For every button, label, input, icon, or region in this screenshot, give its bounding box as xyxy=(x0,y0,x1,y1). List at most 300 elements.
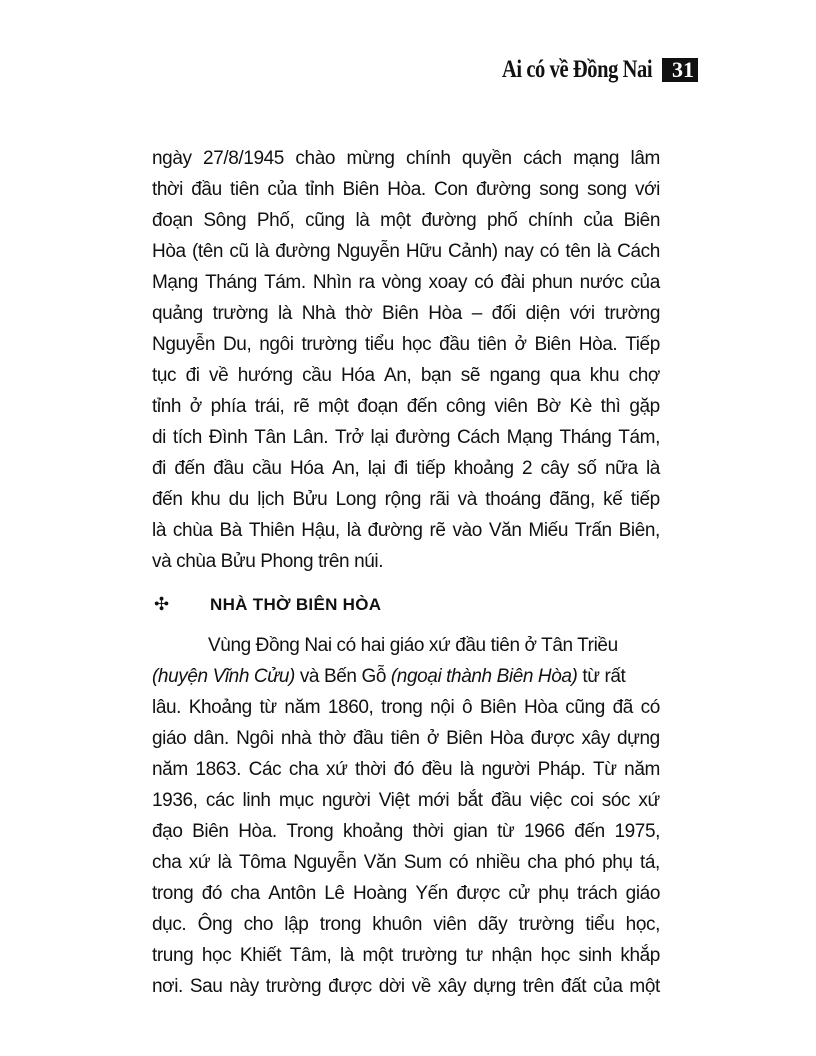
word: trường xyxy=(518,914,575,935)
word: có xyxy=(539,241,560,262)
word: 1863. xyxy=(195,759,241,780)
word: Hóa xyxy=(289,458,324,479)
word: cha xyxy=(527,852,557,873)
word: đầu xyxy=(191,179,222,200)
word: mục xyxy=(278,790,314,811)
word: cha xyxy=(288,759,319,780)
word: của xyxy=(593,976,623,997)
word: có xyxy=(448,852,469,873)
word: xứ xyxy=(325,759,348,780)
word: thời xyxy=(152,179,183,200)
word: đó xyxy=(201,883,223,904)
word: vòng xyxy=(381,272,422,293)
word: ngang xyxy=(489,365,541,386)
word: quyền xyxy=(461,148,512,169)
word: lâu. xyxy=(152,697,182,718)
word: xây xyxy=(437,976,467,997)
word: Mạng xyxy=(506,427,553,448)
word: tỉnh xyxy=(152,396,182,417)
word: trung xyxy=(152,945,194,966)
word: cha xyxy=(152,852,182,873)
text-line xyxy=(152,515,660,546)
word: đối xyxy=(491,303,516,324)
word: Tôma xyxy=(238,852,286,873)
paragraph-2-rest xyxy=(152,692,660,1002)
word: rẽ xyxy=(429,520,446,541)
word: rẽ xyxy=(293,396,310,417)
word: tiểu xyxy=(364,334,394,355)
word: giáo xyxy=(625,883,660,904)
word: có xyxy=(474,272,494,293)
word: phụ xyxy=(538,883,569,904)
word: trái, xyxy=(254,396,285,417)
word: ở xyxy=(514,334,527,355)
word: trường xyxy=(212,303,269,324)
word: ở xyxy=(426,728,439,749)
word: xứ xyxy=(188,852,211,873)
word: Biên xyxy=(534,334,571,355)
word: thì xyxy=(600,396,621,417)
word: năm xyxy=(152,759,188,780)
word: xứ xyxy=(638,790,660,811)
word: Văn xyxy=(363,852,397,873)
word: dục. xyxy=(152,914,187,935)
word: Hòa. xyxy=(238,821,277,842)
word: – xyxy=(471,303,482,324)
word: lập xyxy=(284,914,309,935)
word: tiên xyxy=(230,179,260,200)
word: tục xyxy=(152,365,177,386)
word: Đình xyxy=(208,427,248,448)
word: chào xyxy=(295,148,336,169)
word: nhà xyxy=(280,728,312,749)
word: mừng xyxy=(346,148,395,169)
word: sinh xyxy=(578,945,612,966)
word: 27/8/1945 xyxy=(203,148,284,169)
word: Sông xyxy=(203,210,247,231)
word: kế xyxy=(603,489,623,510)
word: được xyxy=(456,883,500,904)
word: đầu xyxy=(352,728,384,749)
word: số xyxy=(577,458,597,479)
word: Biên xyxy=(446,728,483,749)
word: hướng xyxy=(237,365,293,386)
word: đạo xyxy=(152,821,183,842)
word: Biên, xyxy=(618,520,660,541)
paragraph-1 xyxy=(152,143,660,577)
text-line xyxy=(152,940,660,971)
body-text xyxy=(152,143,660,1002)
word: cử xyxy=(508,883,530,904)
word: của xyxy=(583,210,613,231)
word: Hòa. xyxy=(578,334,618,355)
word: là xyxy=(152,520,166,541)
word: An, xyxy=(384,365,412,386)
word: xây xyxy=(581,728,610,749)
word: tiếp xyxy=(630,489,660,510)
word: Cảnh) xyxy=(447,241,498,262)
word: về xyxy=(209,365,229,386)
word: nay xyxy=(504,241,534,262)
word: Biên xyxy=(623,210,660,231)
word: tích xyxy=(172,427,202,448)
word: Sum xyxy=(403,852,442,873)
text-line xyxy=(152,205,660,236)
word: được xyxy=(328,976,372,997)
word: phó xyxy=(564,852,595,873)
word: ngôi xyxy=(259,334,294,355)
word: đó xyxy=(393,759,414,780)
word: ngày xyxy=(152,148,192,169)
text-line xyxy=(152,143,660,174)
word: một xyxy=(380,210,411,231)
word: công xyxy=(445,396,486,417)
word: Lân. xyxy=(292,427,329,448)
word: dời xyxy=(378,976,405,997)
text-line xyxy=(152,630,660,661)
word: Biên xyxy=(342,179,379,200)
word: là xyxy=(277,303,292,324)
word: Con xyxy=(434,179,468,200)
word: chính xyxy=(406,148,451,169)
word: mạng xyxy=(573,148,620,169)
word: 2 xyxy=(522,458,533,479)
word: Hòa xyxy=(152,241,186,262)
word: song xyxy=(539,179,579,200)
word: Mạng xyxy=(152,272,198,293)
word: sẽ xyxy=(460,365,481,386)
word: dãy xyxy=(477,914,508,935)
word: Từ xyxy=(592,759,617,780)
running-header xyxy=(469,56,698,84)
word: Trấn xyxy=(574,520,612,541)
word: ra xyxy=(358,272,375,293)
word: Lê xyxy=(324,883,345,904)
section-title: NHÀ THỜ BIÊN HÒA xyxy=(210,594,382,614)
word: là xyxy=(254,241,269,262)
word: chợ xyxy=(628,365,660,386)
word: 1975, xyxy=(614,821,660,842)
word: chùa xyxy=(172,520,213,541)
word: bắt xyxy=(457,790,483,811)
word: Hòa. xyxy=(387,179,426,200)
text-span: và Bến Gỗ xyxy=(294,666,391,687)
word: dân. xyxy=(193,728,229,749)
text-line xyxy=(152,298,660,329)
word: tiên xyxy=(477,334,507,355)
word: vào xyxy=(452,520,482,541)
text-line xyxy=(152,692,660,723)
text-line xyxy=(152,816,660,847)
word: đến xyxy=(574,821,605,842)
word: có xyxy=(640,697,660,718)
word: người xyxy=(481,759,531,780)
word: (tên xyxy=(191,241,224,262)
word: một xyxy=(362,945,393,966)
word: đi xyxy=(393,458,408,479)
word: Nguyễn xyxy=(336,241,400,262)
word: cũ xyxy=(229,241,249,262)
word: là xyxy=(645,458,660,479)
word: người xyxy=(321,790,371,811)
word: cho xyxy=(243,914,274,935)
word: Sau xyxy=(189,976,223,997)
word: chính xyxy=(528,210,573,231)
word: năm xyxy=(284,697,321,718)
word: Văn xyxy=(488,520,522,541)
word: của xyxy=(267,179,297,200)
word: Pháp. xyxy=(537,759,586,780)
word: bạn xyxy=(420,365,452,386)
word: qua xyxy=(549,365,581,386)
word: gặp xyxy=(629,396,660,417)
text-line xyxy=(152,484,660,515)
word: đi xyxy=(152,458,166,479)
word: lại xyxy=(367,458,386,479)
word: cũng xyxy=(565,697,605,718)
italic-span: (ngoại thành Biên Hòa) xyxy=(390,666,578,687)
word: dựng xyxy=(617,728,660,749)
word: đài xyxy=(500,272,525,293)
word: Nhìn xyxy=(312,272,352,293)
text-line xyxy=(152,360,660,391)
word: phố xyxy=(486,210,518,231)
word: Tám, xyxy=(618,427,660,448)
text-line xyxy=(152,391,660,422)
word: về xyxy=(411,976,431,997)
word: đường xyxy=(476,179,531,200)
word: trong xyxy=(319,914,362,935)
word: Yến xyxy=(415,883,448,904)
word: đường xyxy=(421,210,477,231)
word: thoáng xyxy=(485,489,541,510)
word: du xyxy=(228,489,249,510)
word: cha xyxy=(230,883,260,904)
word: là xyxy=(217,852,232,873)
word: tỉnh xyxy=(305,179,335,200)
word: Nguyễn xyxy=(293,852,357,873)
text-line xyxy=(152,329,660,360)
word: Hòa xyxy=(489,728,524,749)
word: Hòa xyxy=(428,303,462,324)
word: song xyxy=(587,179,627,200)
word: giáo xyxy=(152,728,187,749)
word: Biên xyxy=(479,697,517,718)
word: trên xyxy=(522,976,555,997)
word: Tháng xyxy=(205,272,257,293)
word: nơi. xyxy=(152,976,183,997)
text-line xyxy=(152,453,660,484)
word: các xyxy=(205,790,235,811)
word: khoảng xyxy=(343,821,403,842)
word: Nguyễn xyxy=(152,334,216,355)
word: khu xyxy=(589,365,620,386)
text-line xyxy=(152,754,660,785)
word: phun xyxy=(531,272,573,293)
word: trường xyxy=(301,334,357,355)
word: cách xyxy=(523,148,562,169)
word: Tiếp xyxy=(625,334,660,355)
word: trường xyxy=(265,976,322,997)
word: ô xyxy=(461,697,473,718)
word: đã xyxy=(612,697,633,718)
book-title: Ai có về Đồng Nai xyxy=(501,56,652,83)
text-line xyxy=(152,236,660,267)
word: Khiết xyxy=(239,945,282,966)
word: mới xyxy=(417,790,450,811)
word: nhận xyxy=(491,945,533,966)
word: lịch xyxy=(257,489,285,510)
word: học, xyxy=(625,914,660,935)
word: trường xyxy=(401,945,458,966)
word: Khoảng xyxy=(188,697,252,718)
word: việc xyxy=(529,790,563,811)
word: sóc xyxy=(601,790,631,811)
word: đãng, xyxy=(549,489,595,510)
word: xoay xyxy=(428,272,468,293)
word: từ xyxy=(259,697,277,718)
word: với xyxy=(635,179,660,200)
section-heading xyxy=(152,589,660,620)
word: cầu xyxy=(302,365,332,386)
word: của xyxy=(630,272,660,293)
word: Nhà xyxy=(301,303,336,324)
word: Hậu, xyxy=(301,520,340,541)
word: quảng xyxy=(152,303,203,324)
word: Tân xyxy=(254,427,286,448)
word: phía xyxy=(210,396,246,417)
word: đoạn xyxy=(152,210,193,231)
word: đoạn xyxy=(357,396,398,417)
word: lại xyxy=(370,427,389,448)
word: Ông xyxy=(197,914,233,935)
word: dựng xyxy=(473,976,516,997)
word: là xyxy=(339,945,354,966)
word: tư xyxy=(465,945,483,966)
word: đường xyxy=(275,241,331,262)
word: 1966 xyxy=(523,821,565,842)
text-line xyxy=(152,422,660,453)
word: cây xyxy=(540,458,569,479)
text-line xyxy=(152,661,660,692)
word: đầu xyxy=(439,334,470,355)
word: Hóa xyxy=(340,365,375,386)
four-petal-ornament-icon: ✣ xyxy=(154,594,170,614)
word: thời xyxy=(412,821,444,842)
word: đường xyxy=(367,520,423,541)
word: cũng xyxy=(305,210,345,231)
word: Biên xyxy=(382,303,419,324)
word: Cách xyxy=(456,427,500,448)
word: linh xyxy=(242,790,271,811)
word: viên xyxy=(433,914,467,935)
word: đi xyxy=(185,365,200,386)
text-span: từ rất xyxy=(577,666,626,687)
word: trong xyxy=(381,697,423,718)
word: thờ xyxy=(345,303,373,324)
word: học xyxy=(401,334,432,355)
word: rãi xyxy=(429,489,450,510)
word: đường xyxy=(395,427,451,448)
word: tiên xyxy=(390,728,420,749)
word: khắp xyxy=(620,945,660,966)
word: khu xyxy=(190,489,221,510)
word: cầu xyxy=(252,458,282,479)
word: nhiều xyxy=(475,852,521,873)
text-line: và chùa Bửu Phong trên núi. xyxy=(152,551,384,572)
word: phụ xyxy=(602,852,633,873)
word: với xyxy=(569,303,595,324)
word: Antôn xyxy=(268,883,316,904)
text-line xyxy=(152,723,660,754)
word: Trở xyxy=(335,427,364,448)
word: gian xyxy=(453,821,488,842)
word: năm xyxy=(624,759,660,780)
word: nước xyxy=(579,272,624,293)
text-line xyxy=(152,909,660,940)
word: nữa xyxy=(604,458,638,479)
word: tên xyxy=(565,241,591,262)
word: tiếp xyxy=(416,458,446,479)
word: đến xyxy=(174,458,205,479)
word: đầu xyxy=(213,458,244,479)
text-line xyxy=(152,878,660,909)
page-number: 31 xyxy=(662,58,698,82)
word: là xyxy=(459,759,474,780)
word: coi xyxy=(570,790,594,811)
text-line xyxy=(152,267,660,298)
word: thời xyxy=(355,759,386,780)
word: một xyxy=(629,976,660,997)
word: Bửu xyxy=(292,489,328,510)
word: này xyxy=(229,976,259,997)
text-line xyxy=(152,785,660,816)
word: viên xyxy=(494,396,528,417)
word: Các xyxy=(248,759,282,780)
word: Tâm, xyxy=(289,945,332,966)
word: Bờ xyxy=(536,396,561,417)
word: diện xyxy=(525,303,560,324)
word: rộng xyxy=(384,489,422,510)
text-span: Vùng Đồng Nai có hai giáo xứ đầu tiên ở Tân Triều xyxy=(208,635,618,656)
text-line xyxy=(152,174,660,205)
word: từ xyxy=(497,821,515,842)
word: Phố, xyxy=(256,210,295,231)
word: thờ xyxy=(318,728,346,749)
word: Hoàng xyxy=(352,883,407,904)
word: Hòa xyxy=(523,697,558,718)
word: đầu xyxy=(490,790,522,811)
word: Hữu xyxy=(405,241,442,262)
word: Thiên xyxy=(248,520,295,541)
word: đến xyxy=(406,396,438,417)
word: đất xyxy=(560,976,587,997)
word: tá, xyxy=(639,852,660,873)
word: Cách xyxy=(617,241,660,262)
word: Ngôi xyxy=(236,728,274,749)
word: được xyxy=(530,728,575,749)
word: nội xyxy=(430,697,455,718)
word: Miếu xyxy=(528,520,568,541)
word: trách xyxy=(577,883,618,904)
word: Du, xyxy=(222,334,252,355)
paragraph-2 xyxy=(152,630,660,1002)
word: Kè xyxy=(569,396,592,417)
word: Việt xyxy=(378,790,410,811)
italic-span: (huyện Vĩnh Cửu) xyxy=(152,666,295,687)
word: di xyxy=(152,427,166,448)
word: Bà xyxy=(219,520,242,541)
